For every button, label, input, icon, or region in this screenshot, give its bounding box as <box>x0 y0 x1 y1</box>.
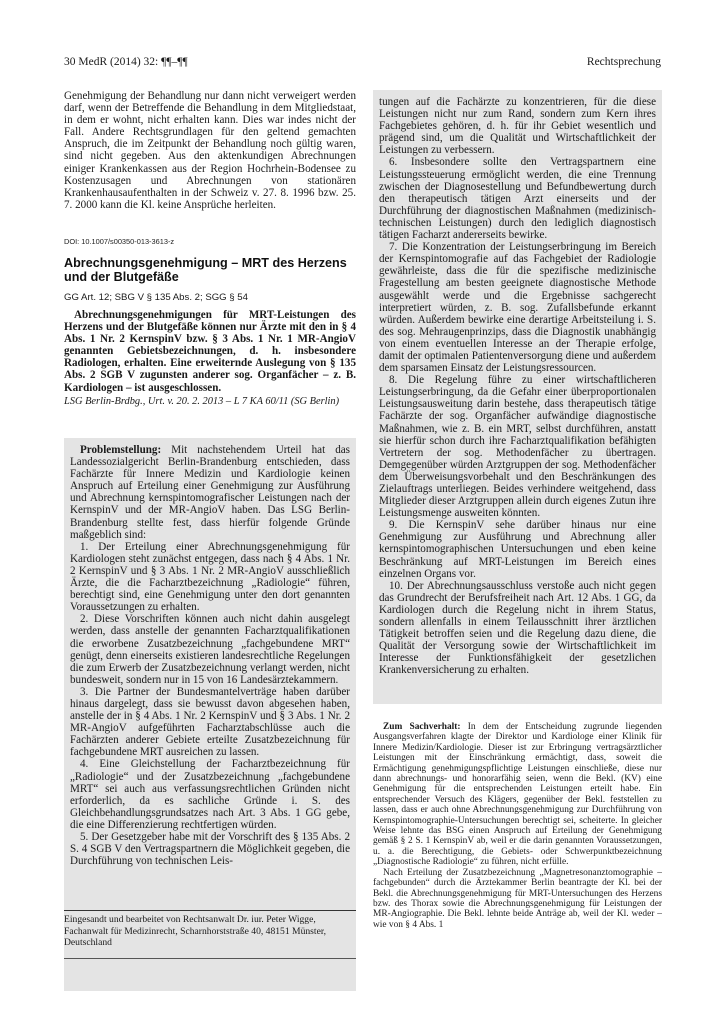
point-8: 8. Die Regelung führe zu einer wirtschaftlicheren Leistungserbringung, da die Gefahr einer überproportionalen Leistungsausweitung darin bestehe, dass therapeutisch tätige Fachärzte der sog. Organfächer aufwändige diagnostische Maßnahmen, wie z. B. ein MRT, selbst durchführen, anstatt sie hierfür schon durch ihre Facharztqualifikation befähigten Vertretern der sog. Methodenfächer zu übertragen. Demgegenüber würden Arztgruppen der sog. Methodenfächer dem Überweisungsvorbehalt und den Beschränkungen des Zielauftrags unterliegen. Beides verhindere weitgehend, dass Mitglieder dieser Arztgruppen allein durch eigenes Zutun ihre Leistungsmenge ausweiten könnten. <box>379 374 656 520</box>
point-6: 6. Insbesondere sollte den Vertragspartnern eine Leistungssteuerung ermöglicht werden, die eine Trennung zwischen der Diagnosestellung und Befundbewertung durch den therapeutisch tätigen Arzt einerseits und der Durchführung der diagnostischen Maßnahmen (medizinisch-technischen Leistungen) durch den lediglich diagnostisch tätigen Facharzt andererseits bewirke. <box>379 156 656 242</box>
page-header <box>64 56 661 74</box>
point-7: 7. Die Konzentration der Leistungserbringung im Bereich der Kernspintomografie auf das Fachgebiet der Radiologie gewährleiste, dass die für die spezifische medizinische Fragestellung am besten geeignete diagnostische Methode ausgewählt werde und die Ergebnisse sachgerecht interpretiert würden, z. B. sog. Zufallsbefunde erkannt würden. Außerdem bewirke eine derartige Arbeitsteilung i. S. des sog. Mehraugenprinzips, dass die Diagnostik unabhängig von einem eventuellen Interesse an der Therapie erfolge, damit der optimalen Patientenversorgung diene und außerdem dem sparsamen Einsatz der Leistungsressourcen. <box>379 241 656 375</box>
point-1: 1. Der Erteilung einer Abrechnungsgenehmigung für Kardiologen steht zunächst entgegen, dass nach § 4 Abs. 1 Nr. 2 KernspinV und § 3 Abs. 1 Nr. 2 MR-AngioV ausschließlich Ärzte, die die Facharztbezeichnung „Radiologie“ führen, berechtigt sind, eine Genehmigung unter den dort genannten Voraussetzungen zu erhalten. <box>70 540 350 614</box>
footnote: Eingesandt und bearbeitet von Rechtsanwalt Dr. iur. Peter Wigge, Fachanwalt für Medizinrecht, Scharnhorststraße 40, 48151 Münster, Deutschland <box>64 914 327 949</box>
intro-paragraph: Genehmigung der Behandlung nur dann nicht verweigert werden darf, wenn der Betreffende die Behandlung in dem Mitgliedstaat, in dem er wohnt, nicht erhalten kann. Dies war indes nicht der Fall. Andere Rechtsgrundlagen für den geltend gemachten Anspruch, die im Zeitpunkt der Behandlung noch gültig waren, sind nicht gegeben. Aus den aktenkundigen Abrechnungen einiger Krankenkassen aus der Region Hochrhein-Bodensee zu Kostenzusagen und Abrechnungen von stationären Krankenhausaufenthalten in der Schweiz v. 27. 8. 1996 bzw. 25. 7. 2000 kann die Kl. keine Ansprüche herleiten. <box>64 90 356 211</box>
bottom-rule <box>64 958 356 959</box>
point-10: 10. Der Abrechnungsausschluss verstoße auch nicht gegen das Grundrecht der Berufsfreiheit nach Art. 12 Abs. 1 GG, da Kardiologen durch die Regelung nicht in ihrem Status, sondern allenfalls in einem Teilausschnitt ihrer ärztlichen Tätigkeit betroffen seien und die Regelung dazu diene, die Qualität der Versorgung sowie der Wirtschaftlichkeit im Interesse der Funktionsfähigkeit der gesetzlichen Krankenversicherung zu erhalten. <box>379 579 656 677</box>
article-title: Abrechnungsgenehmigung – MRT des Herzens und der Blutgefäße <box>64 255 347 284</box>
headnote: Abrechnungsgenehmigungen für MRT-Leistungen des Herzens und der Blutgefäße können nur Ärzte mit den in § 4 Abs. 1 Nr. 2 KernspinV bzw. § 3 Abs. 1 Nr. 1 MR-AngioV genannten Gebietsbezeichnungen, d. h. insbesondere Radiologen, erhalten. Eine erweiternde Auslegung von § 135 Abs. 2 SGB V zugunsten anderer sog. Organfächer – z. B. Kardiologen – ist ausgeschlossen. <box>64 308 356 394</box>
point-3: 3. Die Partner der Bundesmantelverträge haben darüber hinaus dargelegt, dass sie bewusst davon abgesehen haben, anstelle der in § 4 Abs. 1 Nr. 2 KernspinV und § 3 Abs. 1 Nr. 2 MR-AngioV aufgeführten Facharztabschlüsse auch die Fachärzten anderer Gebiete erteilte Zusatzbezeichnung für fachgebundene MRT ausreichen zu lassen. <box>70 685 350 759</box>
section-title: Rechtsprechung <box>586 56 661 68</box>
court-citation: LSG Berlin-Brdbg., Urt. v. 20. 2. 2013 – L 7 KA 60/11 (SG Berlin) <box>64 395 340 407</box>
point-4: 4. Eine Gleichstellung der Facharztbezeichnung für „Radiologie“ und der Zusatzbezeichnung „fachgebundene MRT“ sei auch aus verfassungsrechtlichen Gründen nicht erforderlich, da es sachliche Gründe i. S. des Gleichbehandlungsgrundsatzes nach Art. 3 Abs. 1 GG gebe, die eine Differenzierung rechtfertigen würden. <box>70 758 350 831</box>
continuation-paragraph: tungen auf die Fachärzte zu konzentrieren, für die diese Leistungen nicht nur zum Rand, sondern zum Kern ihres Fachgebietes gehören, d. h. für ihr Gebiet wesentlich und prägend sind, um die Qualität und Wirtschaftlichkeit der Leistungen zu verbessern. <box>379 96 656 157</box>
left-column <box>64 90 356 868</box>
problem-box <box>64 438 356 991</box>
facts-paragraph: Zum Sachverhalt: In dem der Entscheidung zugrunde liegenden Ausgangsverfahren klagte der Direktor und Kardiologe einer Klinik für Innere Medizin/Kardiologie. Dieser ist zur Erbringung vertragsärztlicher Leistungen mit der Einschränkung ermächtigt, dass, soweit die Ermächtigung genehmigungspflichtige Leistungen einschließe, diese nur dann abrechnungs- und honorarfähig seien, wenn die Bekl. (KV) eine Genehmigung für die entsprechenden Leistungen erteilt habe. Ein entsprechender Versuch des Klägers, gegenüber der Bekl. feststellen zu lassen, dass er auch ohne Abrechnungsgenehmigung zur Durchführung von Kernspintomographie-Untersuchungen berechtigt sei, scheiterte. In gleicher Weise lehnte das BSG einen Anspruch auf Erteilung der Genehmigung gemäß § 2 S. 1 KernspinV ab, weil er die darin genannten Voraussetzungen, u. a. die Berechtigung, die Gebiets- oder Schwerpunktbezeichnung „Diagnostische Radiologie“ zu führen, nicht erfülle. <box>373 722 662 868</box>
point-5: 5. Der Gesetzgeber habe mit der Vorschrift des § 135 Abs. 2 S. 4 SGB V den Vertragspartnern die Möglichkeit gegeben, die Durchführung von technischen Leis- <box>70 831 350 868</box>
facts-section <box>373 722 662 930</box>
problem-box-continued <box>373 90 662 704</box>
point-2: 2. Diese Vorschriften können auch nicht dahin ausgelegt werden, dass anstelle der genannten Facharztqualifikationen die erworbene Zusatzbezeichnung „fachgebundene MRT“ genügt, denn einerseits existieren landesrechtliche Regelungen die zum Erwerb der Zusatzbezeichnung verlangt werden, nicht bundesweit, sondern nur in 15 von 16 Landesärztekammern. <box>70 613 350 686</box>
point-9: 9. Die KernspinV sehe darüber hinaus nur eine Genehmigung zur Ausführung und Abrechnung aller kernspintomographischen Untersuchungen und eben keine Beschränkung auf MRT-Leistungen im Bereich eines einzelnen Organs vor. <box>379 519 656 580</box>
doi: DOI: 10.1007/s00350-013-3613-z <box>64 236 175 246</box>
facts-paragraph-2: Nach Erteilung der Zusatzbezeichnung „Magnetresonanztomographie – fachgebunden“ durch die Ärztekammer Berlin beantragte der Kl. bei der Bekl. die Abrechnungsgenehmigung für MRT-Untersuchungen des Herzens bzw. des Thorax sowie die Abrechnungsgenehmigung für Leistungen der MR-Angiographie. Die Bekl. lehnte beide Anträge ab, weil der Kl. weder – wie von § 4 Abs. 1 <box>373 867 662 930</box>
page-number-journal: 30 MedR (2014) 32: ¶¶–¶¶ <box>64 56 188 68</box>
problem-paragraph: Problemstellung: Mit nachstehendem Urteil hat das Landessozialgericht Berlin-Brandenburg entschieden, dass Fachärzte für Innere Medizin und Kardiologie keinen Anspruch auf Erteilung einer Genehmigung zur Ausführung und Abrechnung kernspintomografischer Leistungen nach der KernspinV und der MR-AngioV haben. Das LSG Berlin-Brandenburg stellte fest, dass hierfür folgende Gründe maßgeblich sind: <box>70 444 350 541</box>
norms: GG Art. 12; SBG V § 135 Abs. 2; SGG § 54 <box>64 291 248 303</box>
footnote-rule <box>64 910 356 911</box>
